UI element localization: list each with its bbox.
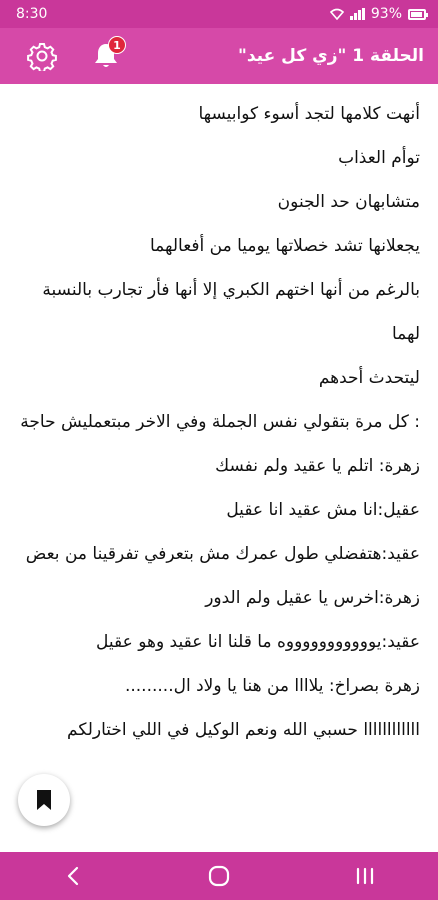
paragraph: اااااااااااا حسبي الله ونعم الوكيل في اللي اختارلكم: [67, 720, 420, 740]
settings-button[interactable]: [24, 38, 60, 74]
paragraph: يجعلانها تشد خصلاتها يوميا من أفعالهما: [149, 236, 420, 256]
notifications-button[interactable]: [88, 38, 124, 74]
recents-icon: [354, 866, 376, 886]
system-nav-bar: [0, 852, 438, 900]
status-time: 8:30: [16, 6, 48, 22]
wifi-icon: [330, 8, 344, 20]
paragraph: زهرة بصراخ: يلاااا من هنا يا ولاد ال.........: [124, 676, 420, 696]
notification-badge: 1: [108, 36, 126, 54]
paragraph: ليتحدث أحدهم: [318, 368, 420, 388]
battery-percent: 93%: [370, 6, 402, 22]
status-indicators: [330, 6, 426, 22]
paragraph: بالرغم من أنها اختهم الكبري إلا أنها فأر تجارب بالنسبة لهما: [42, 280, 420, 344]
paragraph: زهرة: اتلم يا عقيد ولم نفسك: [215, 456, 420, 476]
app-bar-actions: [24, 38, 124, 74]
paragraph: عقيد:هتفضلي طول عمرك مش بتعرفي تفرقينا من بعض: [25, 544, 420, 564]
app-bar: [0, 28, 438, 84]
circle-icon: [208, 865, 230, 887]
nav-recents-button[interactable]: [335, 856, 395, 896]
gear-icon: [27, 41, 57, 71]
paragraph: زهرة:اخرس يا عقيل ولم الدور: [205, 588, 420, 608]
signal-icon: [350, 8, 365, 20]
paragraph: توأم العذاب: [338, 148, 420, 168]
chapter-text: [0, 92, 438, 852]
bookmark-button[interactable]: [18, 774, 70, 826]
page-title: الحلقة 1 "زي كل عيد": [238, 46, 424, 66]
status-bar: [0, 0, 438, 28]
paragraph: عقيد:يوووووووووووه ما قلنا انا عقيد وهو عقيل: [96, 632, 420, 652]
paragraph: عقيل:انا مش عقيد انا عقيل: [226, 500, 420, 520]
battery-icon: [408, 9, 426, 20]
nav-home-button[interactable]: [189, 856, 249, 896]
paragraph: متشابهان حد الجنون: [277, 192, 420, 212]
nav-back-button[interactable]: [43, 856, 103, 896]
bookmark-icon: [36, 789, 52, 811]
chevron-left-icon: [66, 866, 80, 886]
paragraph: : كل مرة بتقولي نفس الجملة وفي الاخر مبتعمليش حاجة: [20, 412, 420, 432]
paragraph: أنهت كلامها لتجد أسوء كوابيسها: [198, 104, 420, 124]
